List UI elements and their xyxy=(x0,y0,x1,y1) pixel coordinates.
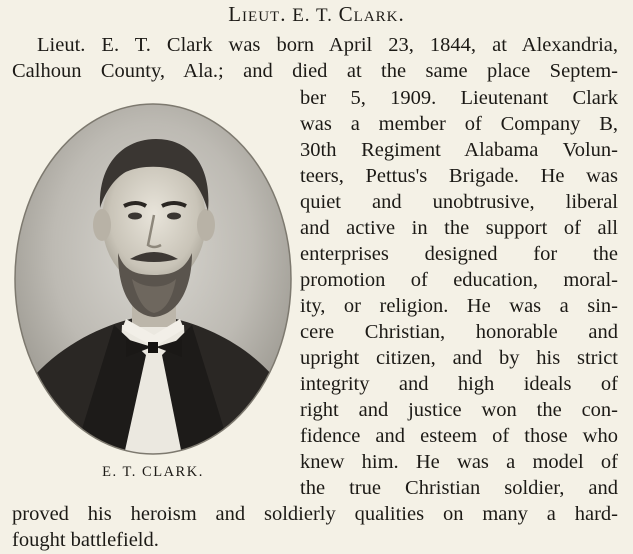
body-line-7: quiet and unobtrusive, liberal xyxy=(300,191,618,213)
portrait-photograph xyxy=(14,103,292,455)
article-heading xyxy=(0,3,633,27)
body-line-13: upright citizen, and by his strict xyxy=(300,347,618,369)
body-line-12: cere Christian, honorable and xyxy=(300,321,618,343)
body-line-18: the true Christian soldier, and xyxy=(300,477,618,499)
body-line-4: was a member of Company B, xyxy=(300,113,618,135)
body-line-20: fought battlefield. xyxy=(12,529,159,551)
body-line-8: and active in the support of all xyxy=(300,217,618,239)
body-line-3: ber 5, 1909. Lieutenant Clark xyxy=(300,87,618,109)
body-line-5: 30th Regiment Alabama Volun- xyxy=(300,139,618,161)
body-line-17: knew him. He was a model of xyxy=(300,451,618,473)
heading-surname: Clark. xyxy=(338,2,405,26)
body-line-14: integrity and high ideals of xyxy=(300,373,618,395)
body-line-2: Calhoun County, Ala.; and died at the same place Septem- xyxy=(12,60,618,82)
heading-rank: Lieut. xyxy=(228,2,287,26)
body-line-16: fidence and esteem of those who xyxy=(300,425,618,447)
heading-initials: E. T. xyxy=(292,5,333,26)
portrait-image xyxy=(14,103,292,455)
body-line-19: proved his heroism and soldierly qualities on many a hard- xyxy=(12,503,618,525)
portrait-caption: E. T. CLARK. xyxy=(102,464,204,480)
body-line-11: ity, or religion. He was a sin- xyxy=(300,295,618,317)
body-line-6: teers, Pettus's Brigade. He was xyxy=(300,165,618,187)
body-line-1: Lieut. E. T. Clark was born April 23, 1844, at Alexandria, xyxy=(37,34,618,56)
body-line-15: right and justice won the con- xyxy=(300,399,618,421)
body-line-10: promotion of education, moral- xyxy=(300,269,618,291)
body-line-9: enterprises designed for the xyxy=(300,243,618,265)
